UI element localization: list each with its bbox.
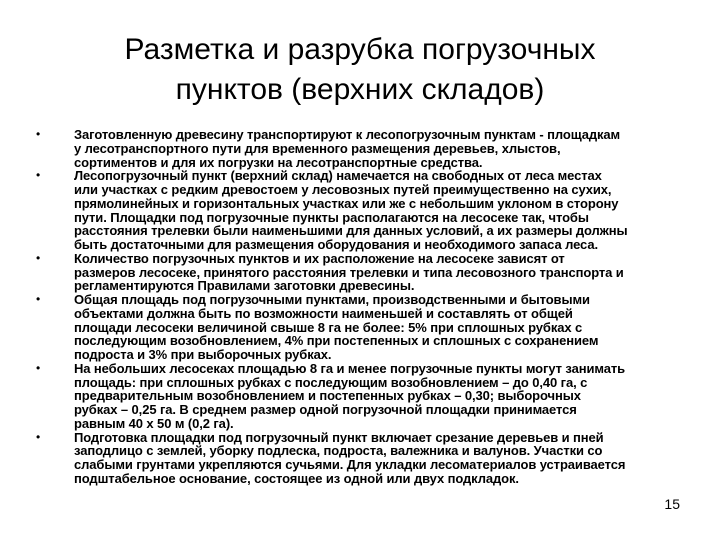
- bullet-text-line: расстояния трелевки были наименьшими для данных условий, а их размеры должны: [74, 223, 628, 239]
- bullet-item: [30, 252, 690, 293]
- bullet-item: [30, 169, 690, 252]
- page-number: 15: [664, 496, 680, 512]
- bullet-text-line: регламентируются Правилами заготовки древесины.: [74, 278, 415, 294]
- bullet-text-line: последующим возобновлением, 4% при постепенных и сплошных с сохранением: [74, 333, 599, 349]
- bullet-icon: •: [36, 429, 41, 444]
- bullet-text-line: подштабельное основание, состоящее из одной или двух подкладок.: [74, 470, 519, 486]
- title-line: пунктов (верхних складов): [175, 73, 545, 106]
- bullet-item: [30, 293, 690, 362]
- bullet-text-line: пути. Площадки под погрузочные пункты располагаются на лесосеке так, чтобы: [74, 209, 589, 225]
- bullet-text-line: размеров лесосеке, принятого расстояния трелевки и типа лесовозного транспорта и: [74, 264, 624, 280]
- bullet-icon: •: [36, 168, 41, 183]
- bullet-list: [30, 128, 690, 486]
- bullet-item: [30, 128, 690, 169]
- bullet-text-line: На небольших лесосеках площадью 8 га и менее погрузочные пункты могут занимать: [74, 360, 625, 376]
- bullet-text-line: или участках с редким древостоем у лесовозных путей преимущественно на сухих,: [74, 182, 612, 197]
- bullet-text-line: Подготовка площадки под погрузочный пункт включает срезание деревьев и пней: [74, 429, 604, 445]
- title-line: Разметка и разрубка погрузочных: [124, 33, 596, 66]
- bullet-text-line: быть достаточными для размещения оборудования и необходимого запаса леса.: [74, 237, 598, 252]
- bullet-icon: •: [36, 250, 41, 265]
- bullet-text-line: Лесопогрузочный пункт (верхний склад) намечается на свободных от леса местах: [74, 168, 602, 184]
- bullet-text-line: Количество погрузочных пунктов и их расположение на лесосеке зависят от: [74, 250, 565, 266]
- bullet-text-line: равным 40 х 50 м (0,2 га).: [74, 415, 234, 431]
- bullet-text-line: предварительным возобновлением и постепенных рубках – 0,30; выборочных: [74, 388, 581, 404]
- bullet-text-line: прямолинейных и горизонтальных участках или же с небольшим уклоном в сторону: [74, 195, 619, 211]
- bullet-text-line: подроста и 3% при выборочных рубках.: [74, 347, 332, 362]
- bullet-text-line: объектами должна быть по возможности наименьшей и составлять от общей: [74, 305, 573, 321]
- bullet-icon: •: [36, 127, 41, 141]
- bullet-icon: •: [36, 360, 41, 375]
- slide-title: [60, 30, 660, 110]
- bullet-text-line: площади лесосеки величиной свыше 8 га не более: 5% при сплошных рубках с: [74, 319, 583, 335]
- bullet-text-line: Общая площадь под погрузочными пунктами, производственными и бытовыми: [74, 292, 590, 307]
- bullet-text-line: у лесотранспортного пути для временного размещения деревьев, хлыстов,: [74, 140, 561, 156]
- bullet-text-line: заподлицо с землей, уборку подлеска, подроста, валежника и валунов. Участки со: [74, 443, 603, 459]
- bullet-text-line: слабыми грунтами укрепляются сучьями. Для укладки лесоматериалов устраивается: [74, 457, 626, 472]
- bullet-icon: •: [36, 292, 41, 306]
- bullet-item: [30, 362, 690, 431]
- bullet-item: [30, 431, 690, 486]
- bullet-text-line: рубках – 0,25 га. В среднем размер одной погрузочной площадки принимается: [74, 402, 577, 417]
- bullet-text-line: площадь: при сплошных рубках с последующим возобновлением – до 0,40 га, с: [74, 374, 588, 390]
- bullet-text-line: Заготовленную древесину транспортируют к лесопогрузочным пунктам - площадкам: [74, 127, 621, 142]
- bullet-text-line: сортиментов и для их погрузки на лесотранспортные средства.: [74, 154, 483, 170]
